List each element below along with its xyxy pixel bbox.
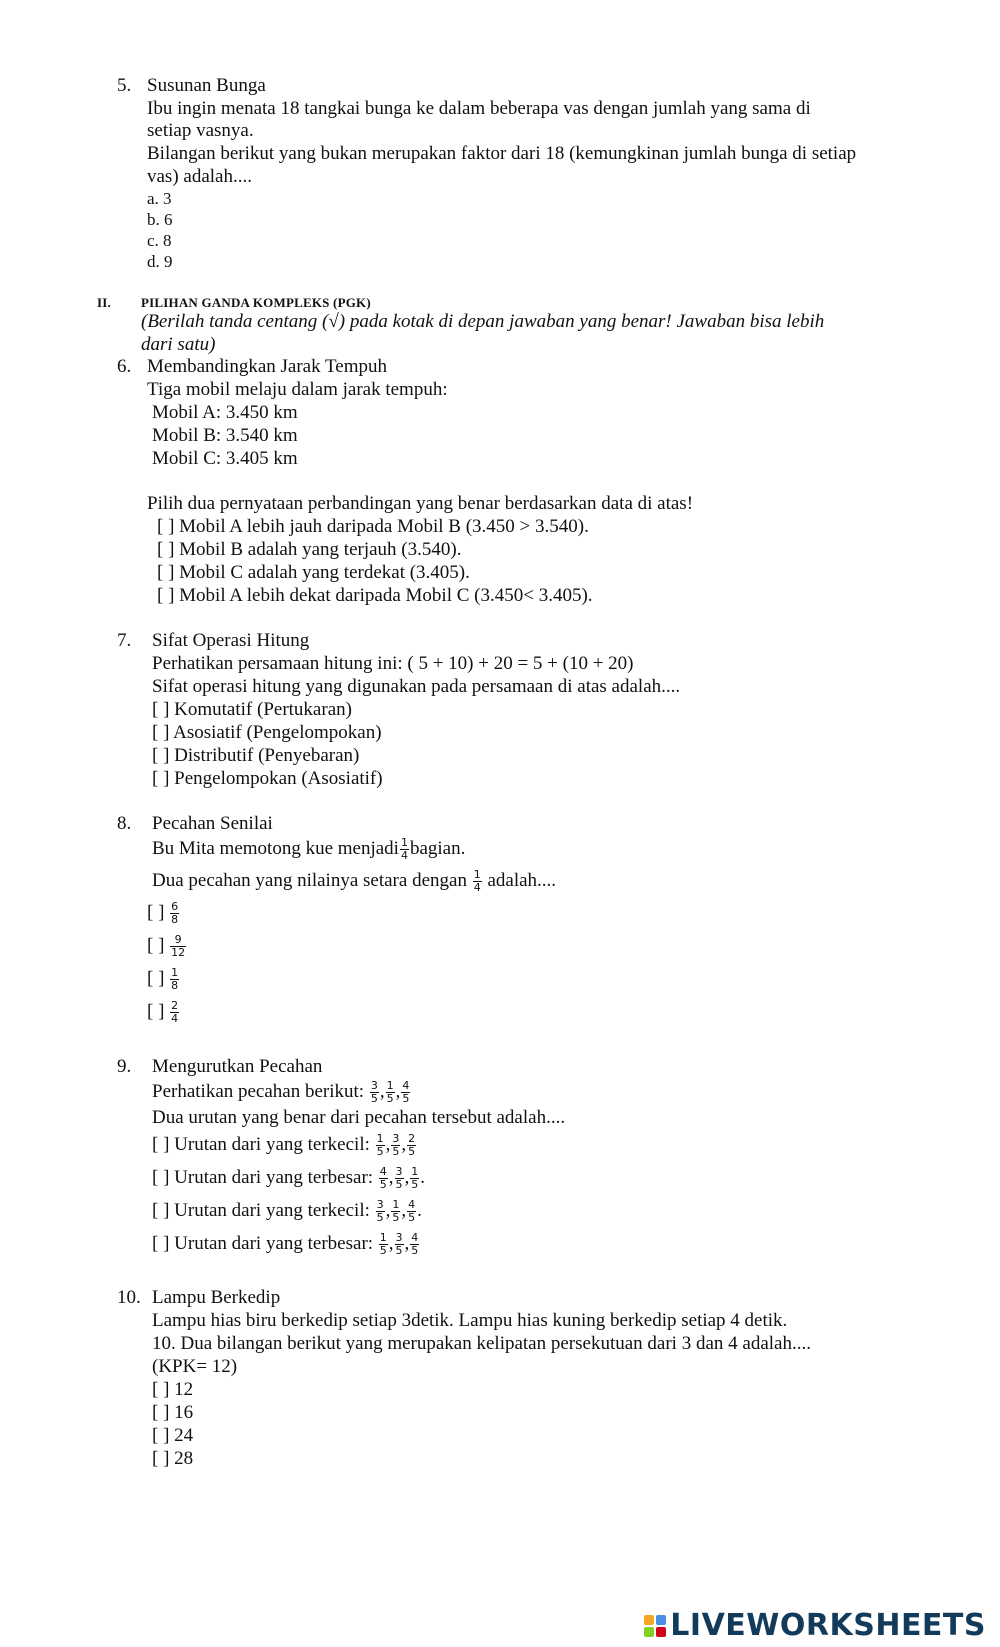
q10-title: Lampu Berkedip [152,1287,281,1308]
q8-number: 8. [117,813,132,834]
q7-line-2: Sifat operasi hitung yang digunakan pada persamaan di atas adalah.... [152,676,681,697]
q9-title: Mengurutkan Pecahan [152,1056,323,1077]
q10-line-3: (KPK= 12) [152,1356,238,1377]
logo-wordmark: LIVEWORKSHEETS [670,1608,986,1643]
q7-option-3[interactable] [152,745,359,767]
q9-number: 9. [117,1056,132,1077]
q5-line-3: Bilangan berikut yang bukan merupakan faktor dari 18 (kemungkinan jumlah bunga di setiap [147,143,857,164]
logo-square [656,1615,666,1625]
option-label: Urutan dari yang terbesar: [174,1233,374,1254]
q8-option-2[interactable] [147,931,187,961]
q8-option-4[interactable] [147,997,180,1027]
option-fraction: $\frac{1}{5}$ [392,1198,400,1225]
q6-option-3[interactable] [157,562,470,584]
q7-option-1[interactable] [152,699,352,721]
checkbox[interactable]: [ ] [152,722,170,743]
given-fraction: $\frac{3}{5}$ [370,1079,378,1106]
option-fraction: $\frac{1}{5}$ [376,1132,384,1159]
option-label: Mobil B adalah yang terjauh (3.540). [179,539,462,560]
q8-option-3[interactable] [147,964,180,994]
logo-square [644,1627,654,1637]
q10-line-2: 10. Dua bilangan berikut yang merupakan kelipatan persekutuan dari 3 dan 4 adalah.... [152,1333,811,1354]
q5-option-c[interactable]: c. 8 [147,231,172,250]
q7-option-2[interactable] [152,722,382,744]
q8-line-1-end: bagian. [409,838,466,859]
q6-prompt: Pilih dua pernyataan perbandingan yang benar berdasarkan data di atas! [147,493,694,514]
q9-line-1-text: Perhatikan pecahan berikut: [152,1081,365,1102]
q6-option-2[interactable] [157,539,461,561]
section-heading: PILIHAN GANDA KOMPLEKS (PGK) [141,295,371,310]
checkbox[interactable]: [ ] [152,699,170,720]
section-instruction-2: dari satu) [141,334,216,355]
q5-number: 5. [117,75,132,96]
q5-line-1: Ibu ingin menata 18 tangkai bunga ke dalam beberapa vas dengan jumlah yang sama di [147,98,811,119]
option-fraction: $\frac{3}{5}$ [395,1231,403,1258]
fraction-one-quarter: $\frac{1}{4}$ [473,868,481,895]
option-fraction: $\frac{2}{5}$ [408,1132,416,1159]
option-fraction: $\frac{6}{8}$ [171,900,179,927]
q8-line-1 [152,834,465,864]
option-label: Mobil A lebih dekat daripada Mobil C (3.450< 3.405). [179,585,593,606]
checkbox[interactable]: [ ] [147,1001,165,1022]
fraction-one-quarter: $\frac{1}{4}$ [400,836,408,863]
q7-number: 7. [117,630,132,651]
checkbox[interactable]: [ ] [152,1167,170,1188]
option-label: Mobil C adalah yang terdekat (3.405). [179,562,470,583]
checkbox[interactable]: [ ] [157,585,175,606]
option-label: Pengelompokan (Asosiatif) [174,768,383,789]
option-fraction: $\frac{1}{5}$ [411,1165,419,1192]
given-fraction: $\frac{1}{5}$ [386,1079,394,1106]
option-label: Asosiatif (Pengelompokan) [173,722,382,743]
option-label: Mobil A lebih jauh daripada Mobil B (3.450 > 3.540). [179,516,589,537]
q6-option-1[interactable] [157,516,589,538]
checkbox[interactable]: [ ] [147,968,165,989]
q6-number: 6. [117,356,132,377]
q10-option-3[interactable] [152,1425,193,1447]
q7-title: Sifat Operasi Hitung [152,630,310,651]
q9-option-1[interactable]: [ ] Urutan dari yang terkecil: $\frac{1}{5}$ , $\frac{3}{5}$ , $\frac{2}{5}$ [152,1130,417,1160]
checkbox[interactable]: [ ] [152,1134,170,1155]
q10-option-4[interactable] [152,1448,193,1470]
q10-option-2[interactable] [152,1402,193,1424]
q9-line-1: Perhatikan pecahan berikut: $\frac{3}{5}$ , $\frac{1}{5}$ , $\frac{4}{5}$ [152,1079,410,1106]
option-fraction: $\frac{1}{5}$ [379,1231,387,1258]
option-label: Urutan dari yang terbesar: [174,1167,374,1188]
option-fraction: $\frac{3}{5}$ [395,1165,403,1192]
q7-option-4[interactable] [152,768,383,790]
checkbox[interactable]: [ ] [152,1200,170,1221]
liveworksheets-logo [644,1608,986,1643]
q6-car-c: Mobil C: 3.405 km [152,448,298,469]
option-fraction: $\frac{4}{5}$ [379,1165,387,1192]
q5-line-2: setiap vasnya. [147,120,254,141]
checkbox[interactable]: [ ] [147,935,165,956]
q6-intro: Tiga mobil melaju dalam jarak tempuh: [147,379,448,400]
option-label: Komutatif (Pertukaran) [174,699,352,720]
q8-line-1-text: Bu Mita memotong kue menjadi [152,838,399,859]
option-label: 12 [174,1379,194,1400]
given-fraction: $\frac{4}{5}$ [402,1079,410,1106]
q8-title: Pecahan Senilai [152,813,273,834]
q6-car-b: Mobil B: 3.540 km [152,425,298,446]
option-fraction: $\frac{3}{5}$ [376,1198,384,1225]
option-label: Urutan dari yang terkecil: [174,1200,370,1221]
q10-number: 10. [117,1287,141,1308]
logo-square [644,1615,654,1625]
q6-option-4[interactable] [157,585,593,607]
q9-option-2[interactable]: [ ] Urutan dari yang terbesar: $\frac{4}{5}$ , $\frac{3}{5}$ , $\frac{1}{5}$ . [152,1163,425,1193]
option-label: 24 [174,1425,194,1446]
q8-option-1[interactable] [147,898,180,928]
option-label: Distributif (Penyebaran) [174,745,360,766]
checkbox[interactable]: [ ] [157,562,175,583]
option-fraction: $\frac{4}{5}$ [408,1198,416,1225]
q5-title: Susunan Bunga [147,75,266,96]
option-fraction: $\frac{3}{5}$ [392,1132,400,1159]
checkbox[interactable]: [ ] [152,1379,170,1400]
option-label: 16 [174,1402,194,1423]
option-fraction: $\frac{1}{8}$ [171,966,179,993]
q5-option-b[interactable]: b. 6 [147,210,173,229]
option-fraction: $\frac{4}{5}$ [411,1231,419,1258]
q8-line-2-end: adalah.... [487,870,557,891]
q8-line-2-text: Dua pecahan yang nilainya setara dengan [152,870,467,891]
option-label: Urutan dari yang terkecil: [174,1134,370,1155]
q9-option-4[interactable]: [ ] Urutan dari yang terbesar: $\frac{1}{5}$ , $\frac{3}{5}$ , $\frac{4}{5}$ [152,1229,420,1259]
option-label: 28 [174,1448,194,1469]
logo-squares-icon [644,1615,666,1637]
checkbox[interactable]: [ ] [152,745,170,766]
checkbox[interactable]: [ ] [157,539,175,560]
logo-square [656,1627,666,1637]
checkbox[interactable]: [ ] [147,902,165,923]
checkbox[interactable]: [ ] [152,1448,170,1469]
q9-option-3[interactable]: [ ] Urutan dari yang terkecil: $\frac{3}{5}$ , $\frac{1}{5}$ , $\frac{4}{5}$ . [152,1196,422,1226]
checkbox[interactable]: [ ] [152,768,170,789]
q10-option-1[interactable] [152,1379,193,1401]
section-instruction-1: (Berilah tanda centang (√) pada kotak di depan jawaban yang benar! Jawaban bisa lebih [141,311,825,332]
q9-line-2: Dua urutan yang benar dari pecahan tersebut adalah.... [152,1107,566,1128]
q8-line-2 [152,866,556,896]
q5-option-a[interactable]: a. 3 [147,189,172,208]
q10-line-1: Lampu hias biru berkedip setiap 3detik. Lampu hias kuning berkedip setiap 4 detik. [152,1310,788,1331]
q6-car-a: Mobil A: 3.450 km [152,402,298,423]
q5-line-4: vas) adalah.... [147,166,252,187]
q7-line-1: Perhatikan persamaan hitung ini: ( 5 + 10) + 20 = 5 + (10 + 20) [152,653,634,674]
section-roman: II. [97,295,111,310]
q6-title: Membandingkan Jarak Tempuh [147,356,387,377]
checkbox[interactable]: [ ] [152,1233,170,1254]
q5-option-d[interactable]: d. 9 [147,252,173,271]
checkbox[interactable]: [ ] [152,1425,170,1446]
checkbox[interactable]: [ ] [152,1402,170,1423]
checkbox[interactable]: [ ] [157,516,175,537]
option-fraction: $\frac{2}{4}$ [171,999,179,1026]
option-fraction: $\frac{9}{12}$ [171,933,186,960]
